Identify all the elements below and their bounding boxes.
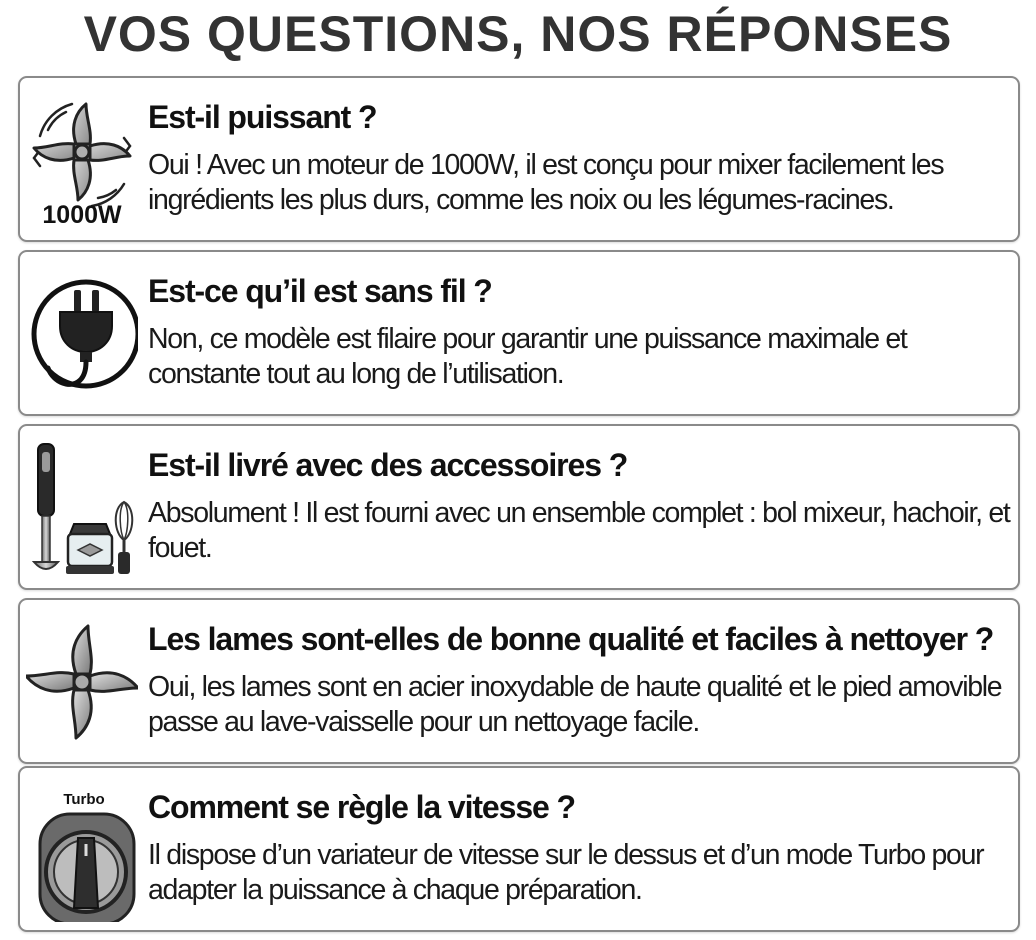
- faq-answer: Oui ! Avec un moteur de 1000W, il est conçu pour mixer facilement les ingrédients les plus durs, comme les noix ou les légumes-racines.: [148, 149, 944, 216]
- blade-icon: [26, 90, 138, 232]
- blade-icon: [26, 612, 138, 754]
- faq-question: Comment se règle la vitesse ?: [148, 789, 575, 825]
- faq-item-accessories: [18, 424, 1020, 590]
- power-rating-label: 1000W: [42, 201, 122, 229]
- page-title: VOS QUESTIONS, NOS RÉPONSES: [83, 6, 953, 62]
- faq-item-speed: [18, 766, 1020, 932]
- faq-question: Est-ce qu’il est sans fil ?: [148, 273, 492, 309]
- speed-dial-icon: [26, 780, 138, 922]
- faq-question: Est-il livré avec des accessoires ?: [148, 447, 628, 483]
- faq-item-power: [18, 76, 1020, 242]
- faq-item-cordless: [18, 250, 1020, 416]
- accessories-icon: [26, 438, 138, 580]
- power-plug-icon: [26, 264, 138, 406]
- faq-question: Les lames sont-elles de bonne qualité et faciles à nettoyer ?: [148, 621, 994, 657]
- faq-answer: Oui, les lames sont en acier inoxydable de haute qualité et le pied amovible passe au lave-vaisselle pour un nettoyage facile.: [148, 671, 1002, 738]
- faq-question: Est-il puissant ?: [148, 99, 377, 135]
- faq-answer: Il dispose d’un variateur de vitesse sur le dessus et d’un mode Turbo pour adapter la puissance à chaque préparation.: [148, 839, 984, 906]
- faq-item-blades: [18, 598, 1020, 764]
- turbo-label: Turbo: [63, 791, 105, 808]
- faq-answer: Non, ce modèle est filaire pour garantir une puissance maximale et constante tout au long de l’utilisation.: [148, 323, 907, 390]
- faq-answer: Absolument ! Il est fourni avec un ensemble complet : bol mixeur, hachoir, et fouet.: [148, 497, 1010, 564]
